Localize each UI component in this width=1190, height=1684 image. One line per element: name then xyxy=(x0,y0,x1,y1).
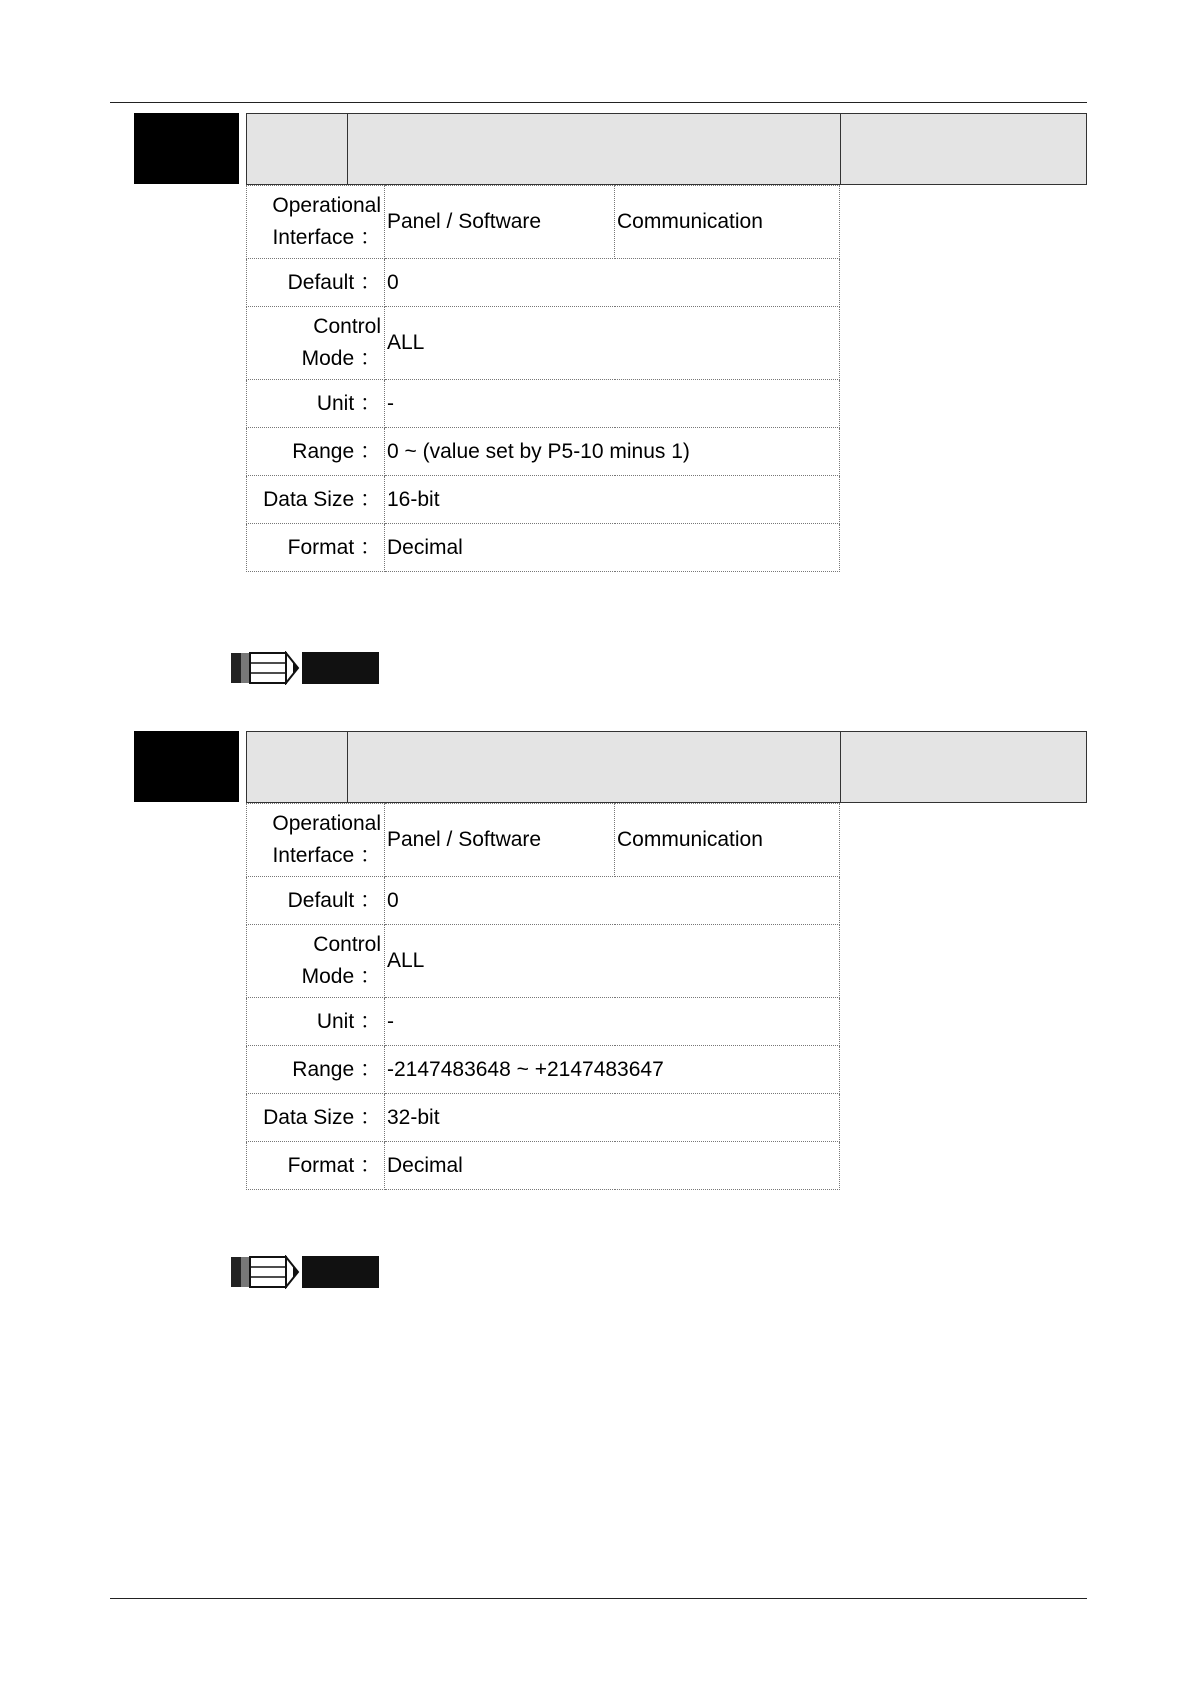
label-line: Control xyxy=(313,933,381,956)
footer-rule xyxy=(110,1598,1087,1599)
control-mode-row xyxy=(247,925,840,998)
range-row xyxy=(247,428,840,476)
data-size-row xyxy=(247,1094,840,1142)
range-label: Range ： xyxy=(247,428,385,476)
label-line: Interface ： xyxy=(272,844,381,867)
parameter-header-row xyxy=(246,113,1087,185)
operational-interface-label xyxy=(247,186,385,259)
control-mode-row xyxy=(247,307,840,380)
format-label: Format ： xyxy=(247,524,385,572)
default-value: 0 xyxy=(385,877,840,925)
data-size-label: Data Size ： xyxy=(247,476,385,524)
parameter-properties-table xyxy=(246,803,840,1190)
label-line: Mode ： xyxy=(301,347,381,370)
range-value: -2147483648 ~ +2147483647 xyxy=(385,1046,840,1094)
control-mode-value: ALL xyxy=(385,925,840,998)
label-line: Operational xyxy=(272,194,381,217)
format-value: Decimal xyxy=(385,524,840,572)
format-row xyxy=(247,1142,840,1190)
range-label: Range ： xyxy=(247,1046,385,1094)
communication-value: Communication xyxy=(615,186,840,259)
format-label: Format ： xyxy=(247,1142,385,1190)
operational-interface-row xyxy=(247,804,840,877)
control-mode-value: ALL xyxy=(385,307,840,380)
operational-interface-label xyxy=(247,804,385,877)
data-size-row xyxy=(247,476,840,524)
label-line: Operational xyxy=(272,812,381,835)
data-size-label: Data Size ： xyxy=(247,1094,385,1142)
parameter-header-cell-1 xyxy=(247,732,348,802)
unit-row xyxy=(247,380,840,428)
default-label: Default ： xyxy=(247,259,385,307)
label-line: Control xyxy=(313,315,381,338)
range-value: 0 ~ (value set by P5-10 minus 1) xyxy=(385,428,840,476)
communication-value: Communication xyxy=(615,804,840,877)
parameter-properties-table xyxy=(246,185,840,572)
parameter-header-row xyxy=(246,731,1087,803)
control-mode-label xyxy=(247,925,385,998)
unit-label: Unit ： xyxy=(247,380,385,428)
parameter-header-cell-1 xyxy=(247,114,348,184)
default-label: Default ： xyxy=(247,877,385,925)
pencil-note-icon xyxy=(230,651,300,685)
unit-value: - xyxy=(385,380,840,428)
control-mode-label xyxy=(247,307,385,380)
panel-software-value: Panel / Software xyxy=(385,186,615,259)
parameter-code-block xyxy=(134,113,239,184)
note-label-box xyxy=(302,652,379,684)
default-value: 0 xyxy=(385,259,840,307)
parameter-code-block xyxy=(134,731,239,802)
operational-interface-row xyxy=(247,186,840,259)
default-row xyxy=(247,877,840,925)
parameter-header-cell-2 xyxy=(348,732,841,802)
unit-row xyxy=(247,998,840,1046)
pencil-note-icon xyxy=(230,1255,300,1289)
unit-label: Unit ： xyxy=(247,998,385,1046)
format-value: Decimal xyxy=(385,1142,840,1190)
header-rule xyxy=(110,102,1087,103)
note-marker xyxy=(230,1255,380,1289)
default-row xyxy=(247,259,840,307)
label-line: Interface ： xyxy=(272,226,381,249)
format-row xyxy=(247,524,840,572)
label-line: Mode ： xyxy=(301,965,381,988)
range-row xyxy=(247,1046,840,1094)
note-marker xyxy=(230,651,380,685)
parameter-header-cell-2 xyxy=(348,114,841,184)
data-size-value: 32-bit xyxy=(385,1094,840,1142)
panel-software-value: Panel / Software xyxy=(385,804,615,877)
unit-value: - xyxy=(385,998,840,1046)
note-label-box xyxy=(302,1256,379,1288)
data-size-value: 16-bit xyxy=(385,476,840,524)
